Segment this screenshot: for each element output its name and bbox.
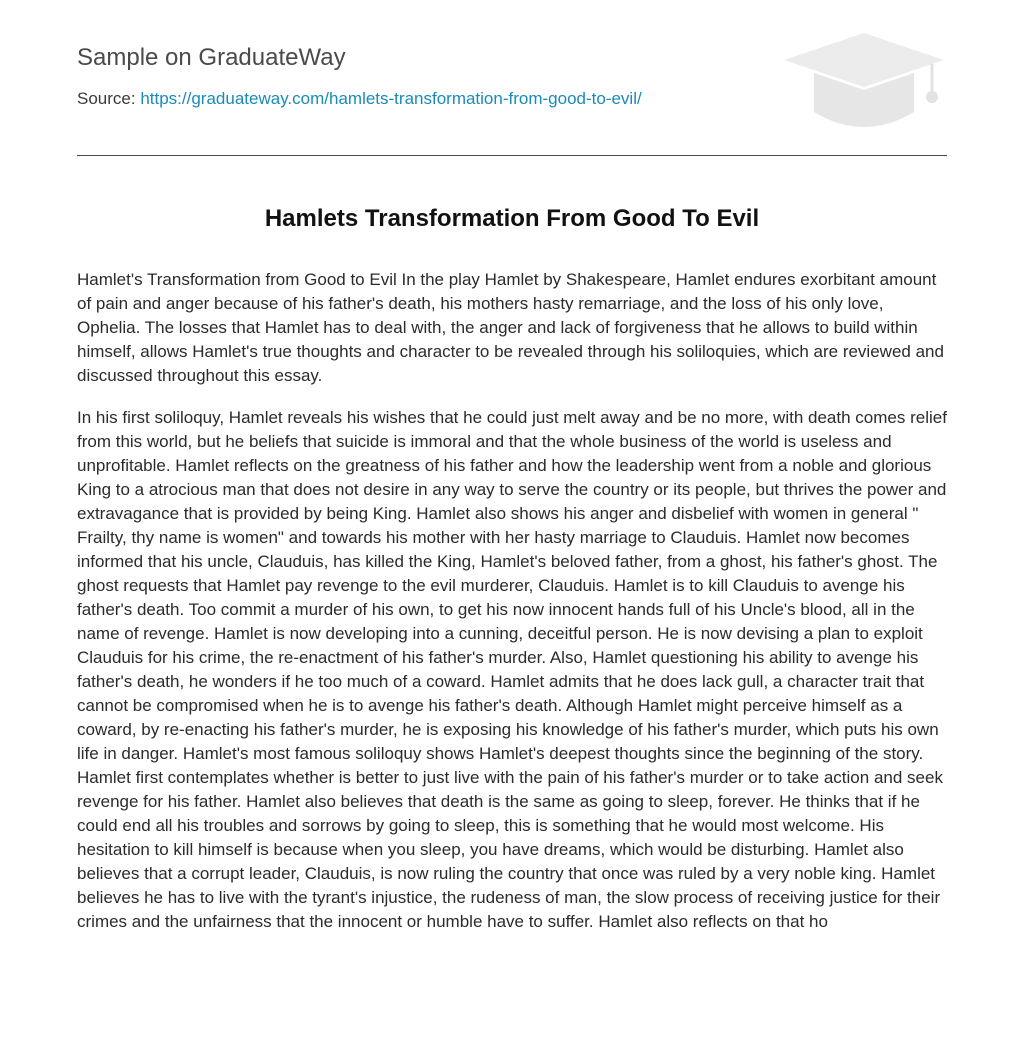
document-title: Hamlets Transformation From Good To Evil [264,205,760,232]
source-line [77,89,642,109]
source-link[interactable]: https://graduateway.com/hamlets-transformation-from-good-to-evil/ [140,89,642,108]
graduation-cap-icon [780,30,948,134]
document-body [77,268,947,952]
site-title: Sample on GraduateWay [77,44,346,71]
page-header [77,0,947,156]
header-divider [77,155,947,156]
source-label: Source: [77,89,136,108]
paragraph-1: Hamlet's Transformation from Good to Evil In the play Hamlet by Shakespeare, Hamlet endures exorbitant amount of pain and anger because of his father's death, his mothers hasty remarriage, and the loss of his only love, Ophelia. The losses that Hamlet has to deal with, the anger and lack of forgiveness that he allows to build within himself, allows Hamlet's true thoughts and character to be revealed through his soliloquies, which are reviewed and discussed throughout this essay. [77,270,944,385]
paragraph-2: In his first soliloquy, Hamlet reveals his wishes that he could just melt away and be no more, with death comes relief from this world, but he beliefs that suicide is immoral and that the whole business of the world is useless and unprofitable. Hamlet reflects on the greatness of his father and how the leadership went from a noble and glorious King to a atrocious man that does not desire in any way to serve the country or its people, but thrives the power and extravagance that is provided by being King. Hamlet also shows his anger and disbelief with women in general " Frailty, thy name is women" and towards his mother with her hasty marriage to Clauduis. Hamlet now becomes informed that his uncle, Clauduis, has killed the King, Hamlet's beloved father, from a ghost, his father's ghost. The ghost requests that Hamlet pay revenge to the evil murderer, Clauduis. Hamlet is to kill Clauduis to avenge his father's death. Too commit a murder of his own, to get his now innocent hands full of his Uncle's blood, all in the name of revenge. Hamlet is now developing into a cunning, deceitful person. He is now devising a plan to exploit Clauduis for his crime, the re-enactment of his father's murder. Also, Hamlet questioning his ability to avenge his father's death, he wonders if he too much of a coward. Hamlet admits that he does lack gull, a character trait that cannot be compromised when he is to avenge his father's death. Although Hamlet might perceive himself as a coward, by re-enacting his father's murder, he is exposing his knowledge of his father's murder, which puts his own life in danger. Hamlet's most famous soliloquy shows Hamlet's deepest thoughts since the beginning of the story. Hamlet first contemplates whether is better to just live with the pain of his father's murder or to take action and seek revenge for his father. Hamlet also believes that death is the same as going to sleep, forever. He thinks that if he could end all his troubles and sorrows by going to sleep, this is something that he would most welcome. His hesitation to kill himself is because when you sleep, you have dreams, which would be disturbing. Hamlet also believes that a corrupt leader, Clauduis, is now ruling the country that once was ruled by a very noble king. Hamlet believes he has to live with the tyrant's injustice, the rudeness of man, the slow process of receiving justice for their crimes and the unfairness that the innocent or humble have to suffer. Hamlet also reflects on that ho [77,408,947,931]
